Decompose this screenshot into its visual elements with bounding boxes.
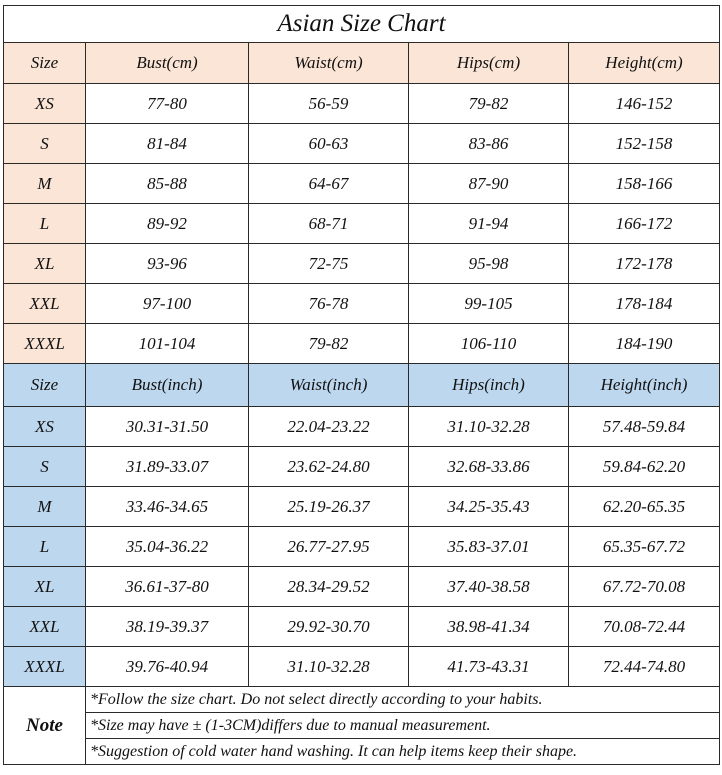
inch-row-xl: [4, 567, 720, 607]
cm-row-xl: [4, 244, 720, 284]
size-label: M: [4, 487, 86, 527]
size-label: XXXL: [4, 647, 86, 687]
cm-cell-bust: 77-80: [86, 84, 249, 124]
note-line: *Suggestion of cold water hand washing. It can help items keep their shape.: [86, 739, 720, 765]
inch-cell-height: 62.20-65.35: [569, 487, 720, 527]
inch-cell-bust: 33.46-34.65: [86, 487, 249, 527]
cm-cell-bust: 97-100: [86, 284, 249, 324]
inch-header-hips: Hips(inch): [409, 364, 569, 407]
cm-cell-hips: 79-82: [409, 84, 569, 124]
cm-row-xxl: [4, 284, 720, 324]
inch-cell-height: 70.08-72.44: [569, 607, 720, 647]
cm-header-height: Height(cm): [569, 43, 720, 84]
inch-cell-waist: 22.04-23.22: [249, 407, 409, 447]
cm-row-xxxl: [4, 324, 720, 364]
inch-row-m: [4, 487, 720, 527]
cm-cell-bust: 101-104: [86, 324, 249, 364]
inch-header-waist: Waist(inch): [249, 364, 409, 407]
cm-cell-height: 166-172: [569, 204, 720, 244]
cm-cell-waist: 79-82: [249, 324, 409, 364]
inch-cell-bust: 35.04-36.22: [86, 527, 249, 567]
inch-row-xxl: [4, 607, 720, 647]
size-label: XXL: [4, 284, 86, 324]
note-row-3: [4, 739, 720, 765]
cm-cell-height: 184-190: [569, 324, 720, 364]
inch-cell-bust: 39.76-40.94: [86, 647, 249, 687]
size-label: XL: [4, 244, 86, 284]
cm-cell-bust: 81-84: [86, 124, 249, 164]
size-label: XL: [4, 567, 86, 607]
cm-row-xs: [4, 84, 720, 124]
cm-cell-height: 172-178: [569, 244, 720, 284]
cm-cell-height: 178-184: [569, 284, 720, 324]
cm-cell-waist: 76-78: [249, 284, 409, 324]
note-line: *Size may have ± (1-3CM)differs due to manual measurement.: [86, 713, 720, 739]
size-label: XS: [4, 407, 86, 447]
inch-cell-height: 57.48-59.84: [569, 407, 720, 447]
inch-cell-bust: 38.19-39.37: [86, 607, 249, 647]
cm-cell-hips: 99-105: [409, 284, 569, 324]
inch-cell-hips: 41.73-43.31: [409, 647, 569, 687]
cm-cell-height: 158-166: [569, 164, 720, 204]
inch-row-xs: [4, 407, 720, 447]
cm-cell-waist: 60-63: [249, 124, 409, 164]
size-label: S: [4, 447, 86, 487]
cm-header-waist: Waist(cm): [249, 43, 409, 84]
cm-row-m: [4, 164, 720, 204]
size-label: S: [4, 124, 86, 164]
inch-cell-waist: 26.77-27.95: [249, 527, 409, 567]
inch-cell-waist: 28.34-29.52: [249, 567, 409, 607]
cm-cell-height: 152-158: [569, 124, 720, 164]
cm-cell-height: 146-152: [569, 84, 720, 124]
inch-row-xxxl: [4, 647, 720, 687]
inch-cell-hips: 37.40-38.58: [409, 567, 569, 607]
cm-cell-hips: 106-110: [409, 324, 569, 364]
inch-cell-bust: 30.31-31.50: [86, 407, 249, 447]
inch-cell-hips: 34.25-35.43: [409, 487, 569, 527]
inch-header-size: Size: [4, 364, 86, 407]
inch-cell-waist: 29.92-30.70: [249, 607, 409, 647]
inch-header-height: Height(inch): [569, 364, 720, 407]
cm-cell-hips: 83-86: [409, 124, 569, 164]
cm-cell-waist: 72-75: [249, 244, 409, 284]
inch-header-bust: Bust(inch): [86, 364, 249, 407]
size-chart-table: [3, 5, 720, 765]
size-label: M: [4, 164, 86, 204]
inch-cell-height: 59.84-62.20: [569, 447, 720, 487]
note-row-1: [4, 687, 720, 713]
size-label: XS: [4, 84, 86, 124]
size-label: L: [4, 204, 86, 244]
cm-header-bust: Bust(cm): [86, 43, 249, 84]
inch-cell-height: 65.35-67.72: [569, 527, 720, 567]
cm-cell-bust: 93-96: [86, 244, 249, 284]
size-label: XXL: [4, 607, 86, 647]
cm-cell-hips: 95-98: [409, 244, 569, 284]
cm-cell-hips: 91-94: [409, 204, 569, 244]
inch-cell-hips: 38.98-41.34: [409, 607, 569, 647]
inch-cell-hips: 31.10-32.28: [409, 407, 569, 447]
inch-cell-hips: 35.83-37.01: [409, 527, 569, 567]
note-row-2: [4, 713, 720, 739]
cm-header-row: [4, 43, 720, 84]
inch-cell-waist: 25.19-26.37: [249, 487, 409, 527]
inch-cell-hips: 32.68-33.86: [409, 447, 569, 487]
cm-cell-waist: 64-67: [249, 164, 409, 204]
cm-cell-waist: 68-71: [249, 204, 409, 244]
inch-cell-bust: 31.89-33.07: [86, 447, 249, 487]
chart-title: Asian Size Chart: [4, 6, 720, 43]
inch-cell-height: 67.72-70.08: [569, 567, 720, 607]
cm-header-hips: Hips(cm): [409, 43, 569, 84]
size-chart: [3, 5, 719, 765]
inch-row-l: [4, 527, 720, 567]
size-label: L: [4, 527, 86, 567]
inch-cell-height: 72.44-74.80: [569, 647, 720, 687]
cm-cell-hips: 87-90: [409, 164, 569, 204]
cm-cell-waist: 56-59: [249, 84, 409, 124]
cm-cell-bust: 89-92: [86, 204, 249, 244]
note-label: Note: [4, 687, 86, 765]
size-label: XXXL: [4, 324, 86, 364]
inch-cell-bust: 36.61-37-80: [86, 567, 249, 607]
cm-cell-bust: 85-88: [86, 164, 249, 204]
inch-header-row: [4, 364, 720, 407]
cm-row-l: [4, 204, 720, 244]
cm-header-size: Size: [4, 43, 86, 84]
note-line: *Follow the size chart. Do not select directly according to your habits.: [86, 687, 720, 713]
inch-cell-waist: 31.10-32.28: [249, 647, 409, 687]
cm-row-s: [4, 124, 720, 164]
inch-row-s: [4, 447, 720, 487]
inch-cell-waist: 23.62-24.80: [249, 447, 409, 487]
